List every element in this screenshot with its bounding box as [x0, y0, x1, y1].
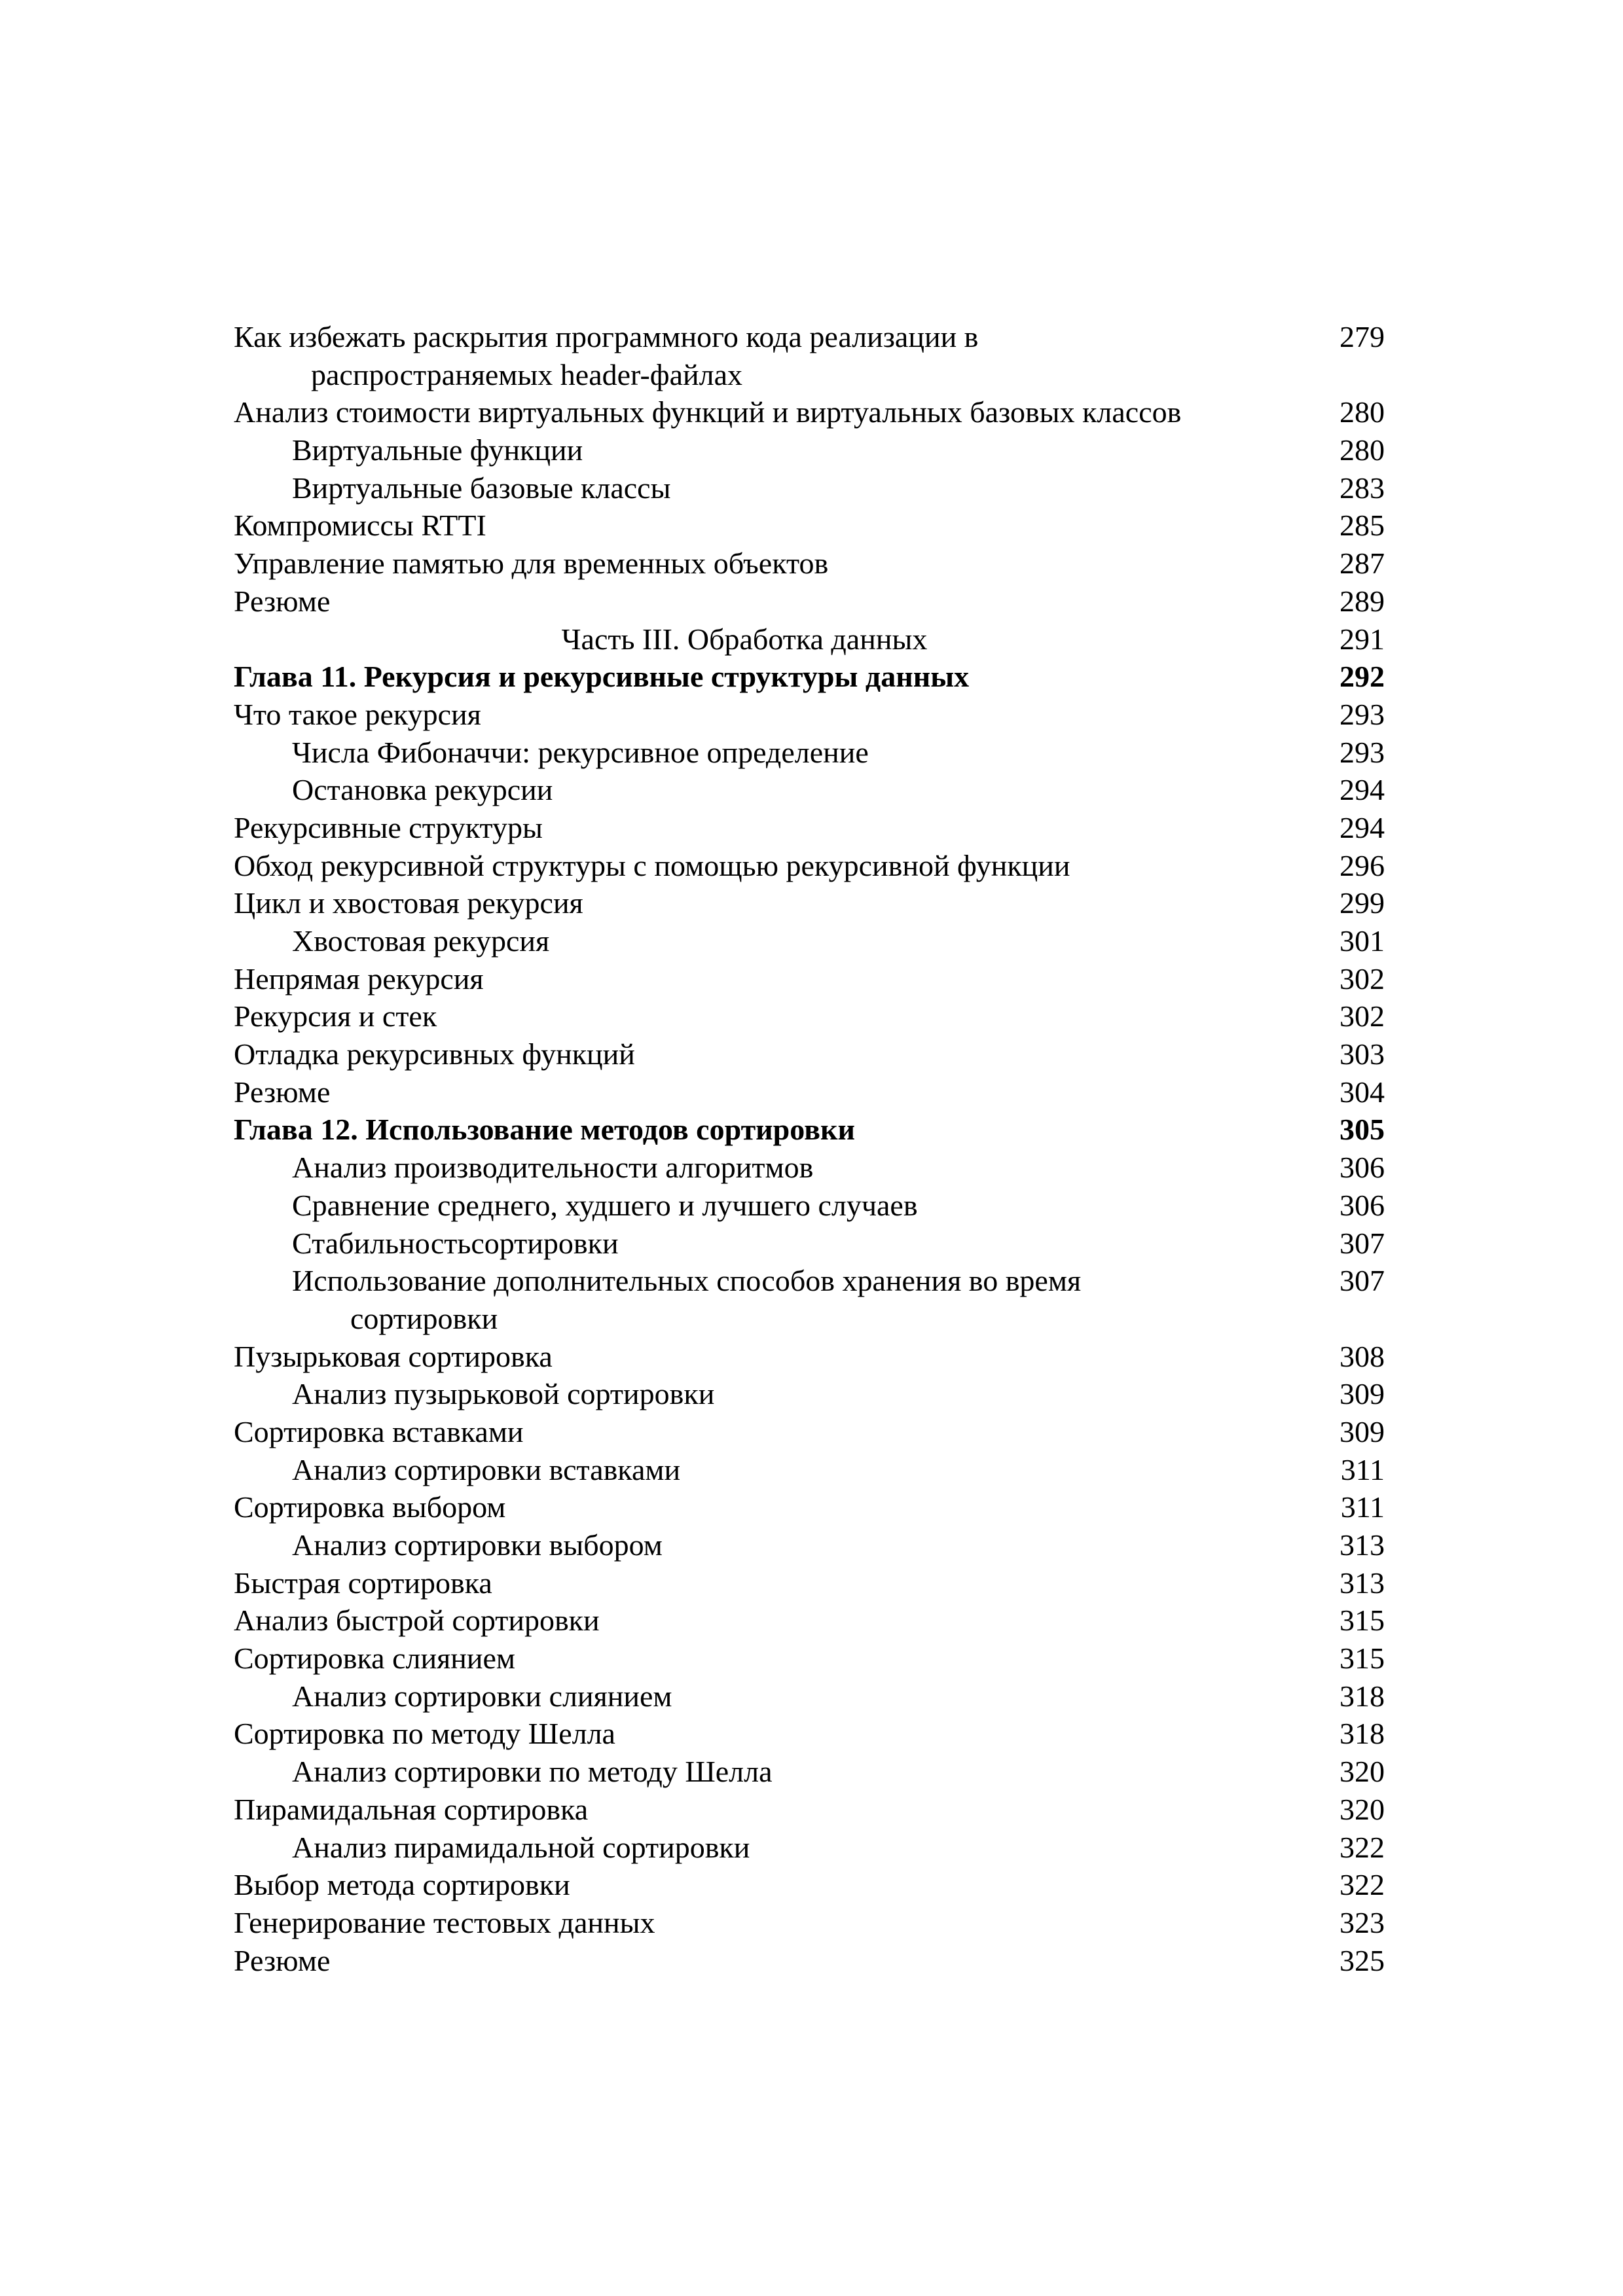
toc-entry-title: Как избежать раскрытия программного кода реализации в распространяемых header-файлах — [234, 320, 979, 391]
toc-entry-page: 325 — [1340, 1943, 1385, 1977]
toc-entry[interactable] — [234, 1677, 1385, 1715]
toc-entry-page: 280 — [1340, 433, 1385, 467]
toc-entry-page: 289 — [1340, 584, 1385, 618]
toc-entry-page: 307 — [1340, 1226, 1385, 1260]
toc-entry[interactable] — [234, 1829, 1385, 1867]
toc-chapter-heading[interactable] — [234, 1111, 1385, 1149]
toc-entry-page: 315 — [1340, 1604, 1385, 1638]
toc-entry-title: Остановка рекурсии — [292, 773, 553, 807]
toc-entry-page: 291 — [1340, 622, 1385, 656]
toc-entry-title: Резюме — [234, 1943, 331, 1977]
toc-entry-page: 322 — [1340, 1868, 1385, 1902]
toc-entry-page: 309 — [1340, 1377, 1385, 1411]
toc-entry-title: Анализ пузырьковой сортировки — [292, 1377, 715, 1411]
toc-entry[interactable] — [234, 771, 1385, 809]
toc-entry-page: 318 — [1340, 1679, 1385, 1713]
toc-entry[interactable] — [234, 1526, 1385, 1564]
toc-entry-page: 322 — [1340, 1830, 1385, 1864]
toc-entry-title: Компромиссы RTTI — [234, 509, 486, 543]
toc-entry-title: Анализ производительности алгоритмов — [292, 1151, 814, 1185]
toc-entry-page: 323 — [1340, 1905, 1385, 1939]
toc-entry[interactable] — [234, 997, 1385, 1035]
toc-entry[interactable] — [234, 1791, 1385, 1829]
toc-entry-page: 309 — [1340, 1414, 1385, 1448]
toc-entry-title: Виртуальные базовые классы — [292, 471, 671, 505]
toc-entry-title: Глава 11. Рекурсия и рекурсивные структуры данных — [234, 660, 970, 694]
toc-entry-page: 305 — [1340, 1113, 1385, 1147]
toc-entry-page: 320 — [1340, 1755, 1385, 1789]
toc-entry[interactable] — [234, 1073, 1385, 1111]
toc-entry[interactable] — [234, 1715, 1385, 1753]
toc-entry-page: 313 — [1340, 1566, 1385, 1600]
toc-entry[interactable] — [234, 545, 1385, 583]
toc-entry-title: Виртуальные функции — [292, 433, 583, 467]
toc-entry[interactable] — [234, 1375, 1385, 1413]
toc-entry-page: 315 — [1340, 1641, 1385, 1676]
toc-entry-title: Сортировка вставками — [234, 1414, 524, 1448]
toc-chapter-heading[interactable] — [234, 658, 1385, 696]
toc-entry[interactable] — [234, 1187, 1385, 1225]
toc-entry-title: Сравнение среднего, худшего и лучшего случаев — [292, 1188, 918, 1222]
toc-entry-page: 303 — [1340, 1037, 1385, 1071]
toc-entry-title: Сортировка по методу Шелла — [234, 1717, 615, 1751]
toc-entry-title: Быстрая сортировка — [234, 1566, 492, 1600]
toc-entry[interactable] — [234, 1262, 1385, 1337]
toc-entry[interactable] — [234, 469, 1385, 507]
toc-entry-title: Отладка рекурсивных функций — [234, 1037, 635, 1071]
toc-entry[interactable] — [234, 318, 1385, 393]
toc-entry-page: 301 — [1340, 924, 1385, 958]
toc-entry-page: 293 — [1340, 735, 1385, 769]
toc-entry[interactable] — [234, 960, 1385, 998]
toc-entry[interactable] — [234, 1035, 1385, 1073]
toc-entry-page: 313 — [1340, 1528, 1385, 1562]
toc-entry-page: 302 — [1340, 999, 1385, 1033]
toc-entry-page: 292 — [1340, 660, 1385, 694]
toc-entry-page: 320 — [1340, 1792, 1385, 1826]
toc-entry[interactable] — [234, 1451, 1385, 1489]
toc-entry[interactable] — [234, 809, 1385, 847]
toc-entry-title: Цикл и хвостовая рекурсия — [234, 886, 583, 920]
toc-entry[interactable] — [234, 1413, 1385, 1451]
toc-part-heading[interactable] — [234, 620, 1385, 658]
toc-entry-page: 311 — [1340, 1452, 1385, 1486]
toc-entry-page: 293 — [1340, 697, 1385, 731]
toc-entry[interactable] — [234, 1338, 1385, 1376]
toc-entry-title: Анализ стоимости виртуальных функций и виртуальных базовых классов — [234, 395, 1182, 429]
toc-entry-page: 307 — [1340, 1264, 1385, 1298]
toc-entry-title: Пирамидальная сортировка — [234, 1792, 589, 1826]
toc-entry[interactable] — [234, 583, 1385, 620]
toc-entry-title: Часть III. Обработка данных — [561, 622, 928, 656]
toc-entry-title: Рекурсия и стек — [234, 999, 437, 1033]
toc-entry[interactable] — [234, 922, 1385, 960]
toc-entry[interactable] — [234, 1602, 1385, 1640]
toc-entry-page: 287 — [1340, 547, 1385, 581]
toc-entry[interactable] — [234, 1488, 1385, 1526]
toc-entry[interactable] — [234, 507, 1385, 545]
toc-entry-page: 311 — [1340, 1490, 1385, 1524]
toc-entry-title: Анализ сортировки вставками — [292, 1452, 681, 1486]
toc-entry-title: Анализ быстрой сортировки — [234, 1604, 600, 1638]
toc-entry-title: Анализ сортировки выбором — [292, 1528, 663, 1562]
toc-entry-title: Числа Фибоначчи: рекурсивное определение — [292, 735, 869, 769]
toc-entry[interactable] — [234, 1753, 1385, 1791]
toc-entry-title: Хвостовая рекурсия — [292, 924, 550, 958]
toc-entry[interactable] — [234, 696, 1385, 734]
toc-entry-page: 306 — [1340, 1188, 1385, 1222]
toc-entry[interactable] — [234, 1640, 1385, 1677]
toc-entry[interactable] — [234, 1225, 1385, 1263]
toc-entry-title: Генерирование тестовых данных — [234, 1905, 655, 1939]
toc-entry-title: Управление памятью для временных объектов — [234, 547, 829, 581]
toc-entry-page: 285 — [1340, 509, 1385, 543]
toc-entry-title: Стабильностьсортировки — [292, 1226, 619, 1260]
toc-entry-title: Рекурсивные структуры — [234, 810, 543, 844]
toc-entry[interactable] — [234, 1564, 1385, 1602]
toc-entry-title: Анализ пирамидальной сортировки — [292, 1830, 750, 1864]
toc-entry-title: Резюме — [234, 1075, 331, 1109]
toc-entry[interactable] — [234, 884, 1385, 922]
toc-entry-title: Обход рекурсивной структуры с помощью рекурсивной функции — [234, 848, 1070, 882]
toc-entry-title: Сортировка выбором — [234, 1490, 506, 1524]
toc-entry-title: Непрямая рекурсия — [234, 961, 484, 996]
toc-entry-page: 283 — [1340, 471, 1385, 505]
toc-entry-title: Что такое рекурсия — [234, 697, 481, 731]
toc-entry-page: 308 — [1340, 1339, 1385, 1373]
toc-entry-title: Использование дополнительных способов хранения во время сортировки — [292, 1264, 1082, 1335]
toc-entry-title: Сортировка слиянием — [234, 1641, 515, 1676]
toc-entry-title: Анализ сортировки слиянием — [292, 1679, 672, 1713]
toc-entry-page: 294 — [1340, 810, 1385, 844]
toc-entry-page: 299 — [1340, 886, 1385, 920]
toc-entry-title: Резюме — [234, 584, 331, 618]
toc-entry-title: Выбор метода сортировки — [234, 1868, 570, 1902]
toc-entry[interactable] — [234, 847, 1385, 885]
toc-entry-page: 306 — [1340, 1151, 1385, 1185]
toc-entry[interactable] — [234, 1942, 1385, 1980]
toc-entry[interactable] — [234, 431, 1385, 469]
toc-entry-page: 280 — [1340, 395, 1385, 429]
toc-entry-title: Глава 12. Использование методов сортировки — [234, 1113, 855, 1147]
toc-entry[interactable] — [234, 1904, 1385, 1942]
toc-entry-title: Пузырьковая сортировка — [234, 1339, 553, 1373]
toc-entry-page: 304 — [1340, 1075, 1385, 1109]
table-of-contents — [234, 318, 1385, 1979]
toc-entry[interactable] — [234, 1866, 1385, 1904]
toc-entry-page: 296 — [1340, 848, 1385, 882]
toc-entry-title: Анализ сортировки по методу Шелла — [292, 1755, 773, 1789]
toc-entry-page: 318 — [1340, 1717, 1385, 1751]
toc-entry-page: 279 — [1340, 320, 1385, 353]
toc-entry-page: 302 — [1340, 961, 1385, 996]
toc-entry[interactable] — [234, 393, 1385, 431]
toc-entry[interactable] — [234, 734, 1385, 772]
toc-entry-page: 294 — [1340, 773, 1385, 807]
toc-entry[interactable] — [234, 1149, 1385, 1187]
